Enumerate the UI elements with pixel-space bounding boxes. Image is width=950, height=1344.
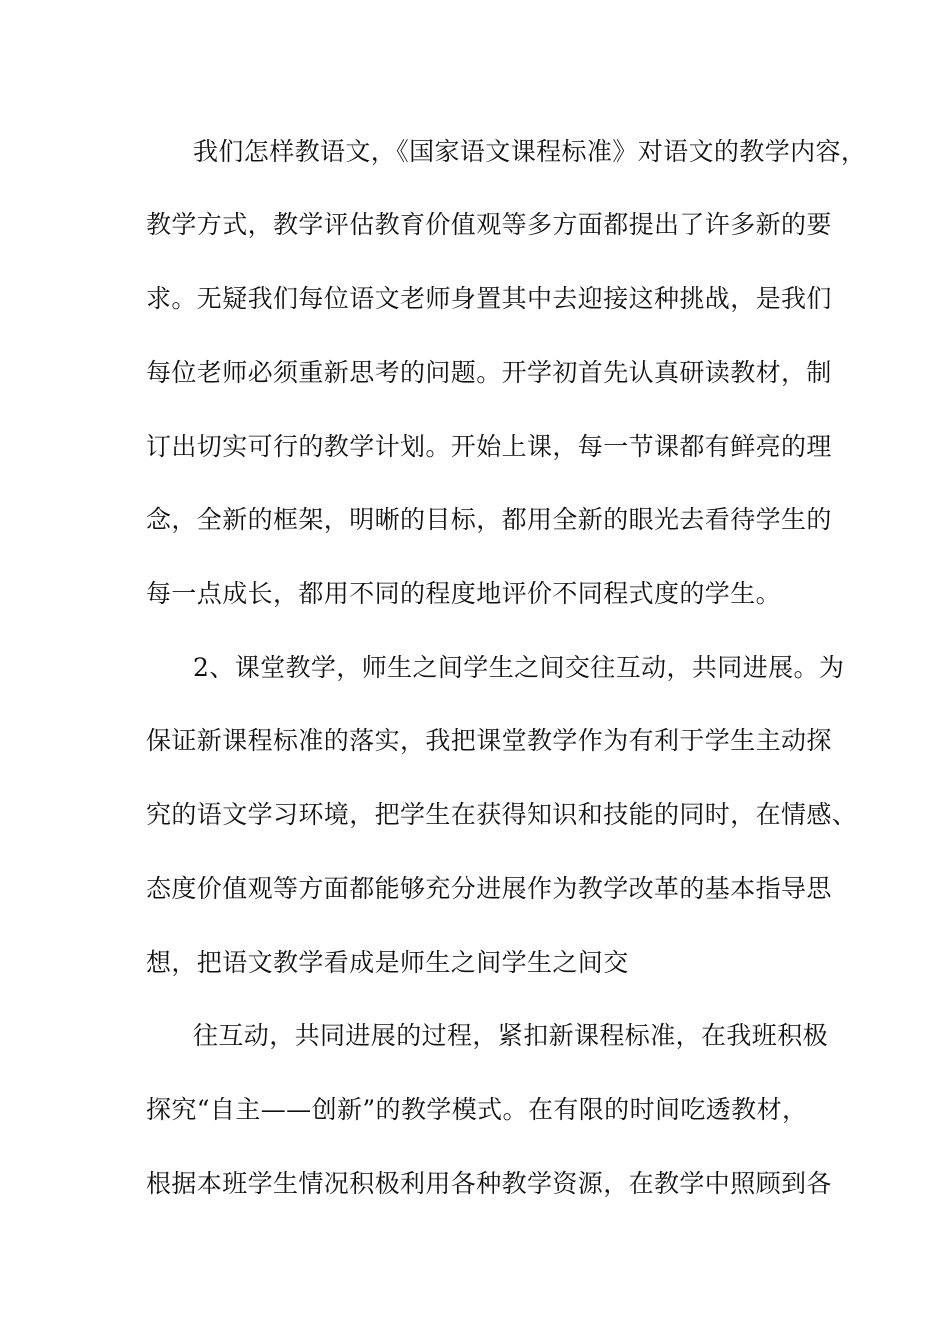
text-line: 探究“自主——创新”的教学模式。在有限的时间吃透教材， — [146, 1095, 808, 1124]
text-line: 2、课堂教学，师生之间学生之间交往互动，共同进展。为 — [193, 653, 845, 682]
text-line: 究的语文学习环境，把学生在获得知识和技能的同时，在情感、 — [146, 800, 858, 829]
text-line: 根据本班学生情况积极利用各种教学资源，在教学中照顾到各 — [146, 1169, 832, 1198]
text-line: 念，全新的框架，明晰的目标，都用全新的眼光去看待学生的 — [146, 505, 832, 534]
text-line: 订出切实可行的教学计划。开始上课，每一节课都有鲜亮的理 — [146, 432, 832, 461]
text-line: 每一点成长，都用不同的程度地评价不同程式度的学生。 — [146, 579, 782, 608]
text-line: 求。无疑我们每位语文老师身置其中去迎接这种挑战，是我们 — [146, 284, 832, 313]
text-line: 教学方式，教学评估教育价值观等多方面都提出了许多新的要 — [146, 210, 832, 239]
text-line: 每位老师必须重新思考的问题。开学初首先认真研读教材，制 — [146, 358, 832, 387]
text-line: 往互动，共同进展的过程，紧扣新课程标准，在我班积极 — [193, 1021, 829, 1050]
text-line: 保证新课程标准的落实，我把课堂教学作为有利于学生主动探 — [146, 726, 832, 755]
text-line: 态度价值观等方面都能够充分进展作为教学改革的基本指导思 — [146, 874, 832, 903]
text-line: 想，把语文教学看成是师生之间学生之间交 — [146, 948, 629, 977]
text-line: 我们怎样教语文，《国家语文课程标准》对语文的教学内容， — [193, 137, 867, 166]
